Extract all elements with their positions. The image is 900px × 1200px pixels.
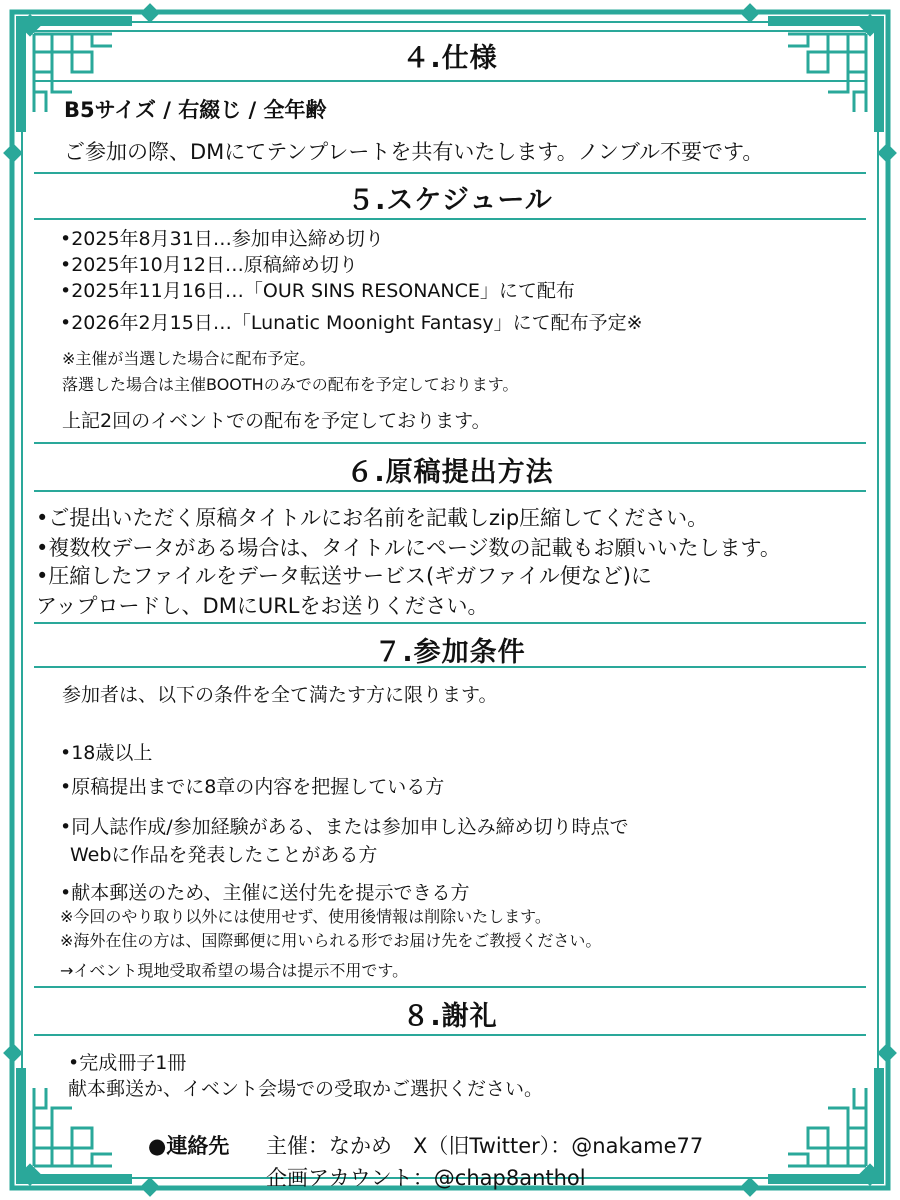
divider (34, 218, 866, 220)
reward-item: •完成冊子1冊 (68, 1052, 187, 1074)
schedule-item: •2025年11月16日…「OUR SINS RESONANCE」にて配布 (60, 280, 575, 302)
schedule-item: •2026年2月15日…「Lunatic Moonight Fantasy」にて配布予定※ (60, 312, 643, 334)
condition-note: ※今回のやり取り以外には使用せず、使用後情報は削除いたします。 (60, 907, 551, 926)
submission-line: •ご提出いただく原稿タイトルにお名前を記載しzip圧縮してください。 (36, 506, 709, 530)
conditions-intro: 参加者は、以下の条件を全て満たす方に限ります。 (62, 684, 498, 706)
schedule-item: •2025年8月31日…参加申込締め切り (60, 228, 384, 250)
condition-item: •同人誌作成/参加経験がある、または参加申し込み締め切り時点で (60, 816, 629, 838)
divider (34, 80, 866, 82)
submission-line: •複数枚データがある場合は、タイトルにページ数の記載もお願いいたします。 (36, 536, 781, 560)
schedule-item: •2025年10月12日…原稿締め切り (60, 254, 358, 276)
condition-note: ※海外在住の方は、国際郵便に用いられる形でお届け先をご教授ください。 (60, 931, 602, 950)
divider (34, 986, 866, 988)
spec-line: B5サイズ / 右綴じ / 全年齢 (64, 98, 327, 122)
submission-line: アップロードし、DMにURLをお送りください。 (36, 594, 489, 618)
section-5-heading: ５.スケジュール (347, 185, 553, 216)
condition-item: •原稿提出までに8章の内容を把握している方 (60, 776, 445, 798)
submission-line: •圧縮したファイルをデータ転送サービス(ギガファイル便など)に (36, 564, 652, 588)
project-account: 企画アカウント：@chap8anthol (266, 1166, 586, 1190)
divider (34, 622, 866, 624)
schedule-note: 落選した場合は主催BOOTHのみでの配布を予定しております。 (62, 375, 519, 394)
section-6-heading: ６.原稿提出方法 (346, 457, 554, 488)
divider (34, 172, 866, 174)
schedule-note: ※主催が当選した場合に配布予定。 (62, 349, 316, 368)
section-4-heading: ４.仕様 (402, 43, 498, 74)
condition-item: •献本郵送のため、主催に送付先を提示できる方 (60, 882, 470, 904)
contact-label: ●連絡先 (148, 1134, 230, 1158)
schedule-summary: 上記2回のイベントでの配布を予定しております。 (62, 410, 491, 432)
template-note: ご参加の際、DMにてテンプレートを共有いたします。ノンブル不要です。 (64, 140, 764, 164)
section-8-heading: ８.謝礼 (402, 1001, 498, 1032)
reward-note: 献本郵送か、イベント会場での受取かご選択ください。 (68, 1078, 544, 1100)
condition-item-cont: Webに作品を発表したことがある方 (70, 844, 378, 866)
organizer-contact: 主催：なかめ X（旧Twitter）：@nakame77 (266, 1134, 704, 1158)
divider (34, 490, 866, 492)
section-7-heading: ７.参加条件 (374, 637, 526, 668)
divider (34, 1034, 866, 1036)
condition-note: →イベント現地受取希望の場合は提示不用です。 (60, 961, 409, 980)
divider (34, 30, 866, 32)
condition-item: •18歳以上 (60, 742, 153, 764)
divider (34, 442, 866, 444)
